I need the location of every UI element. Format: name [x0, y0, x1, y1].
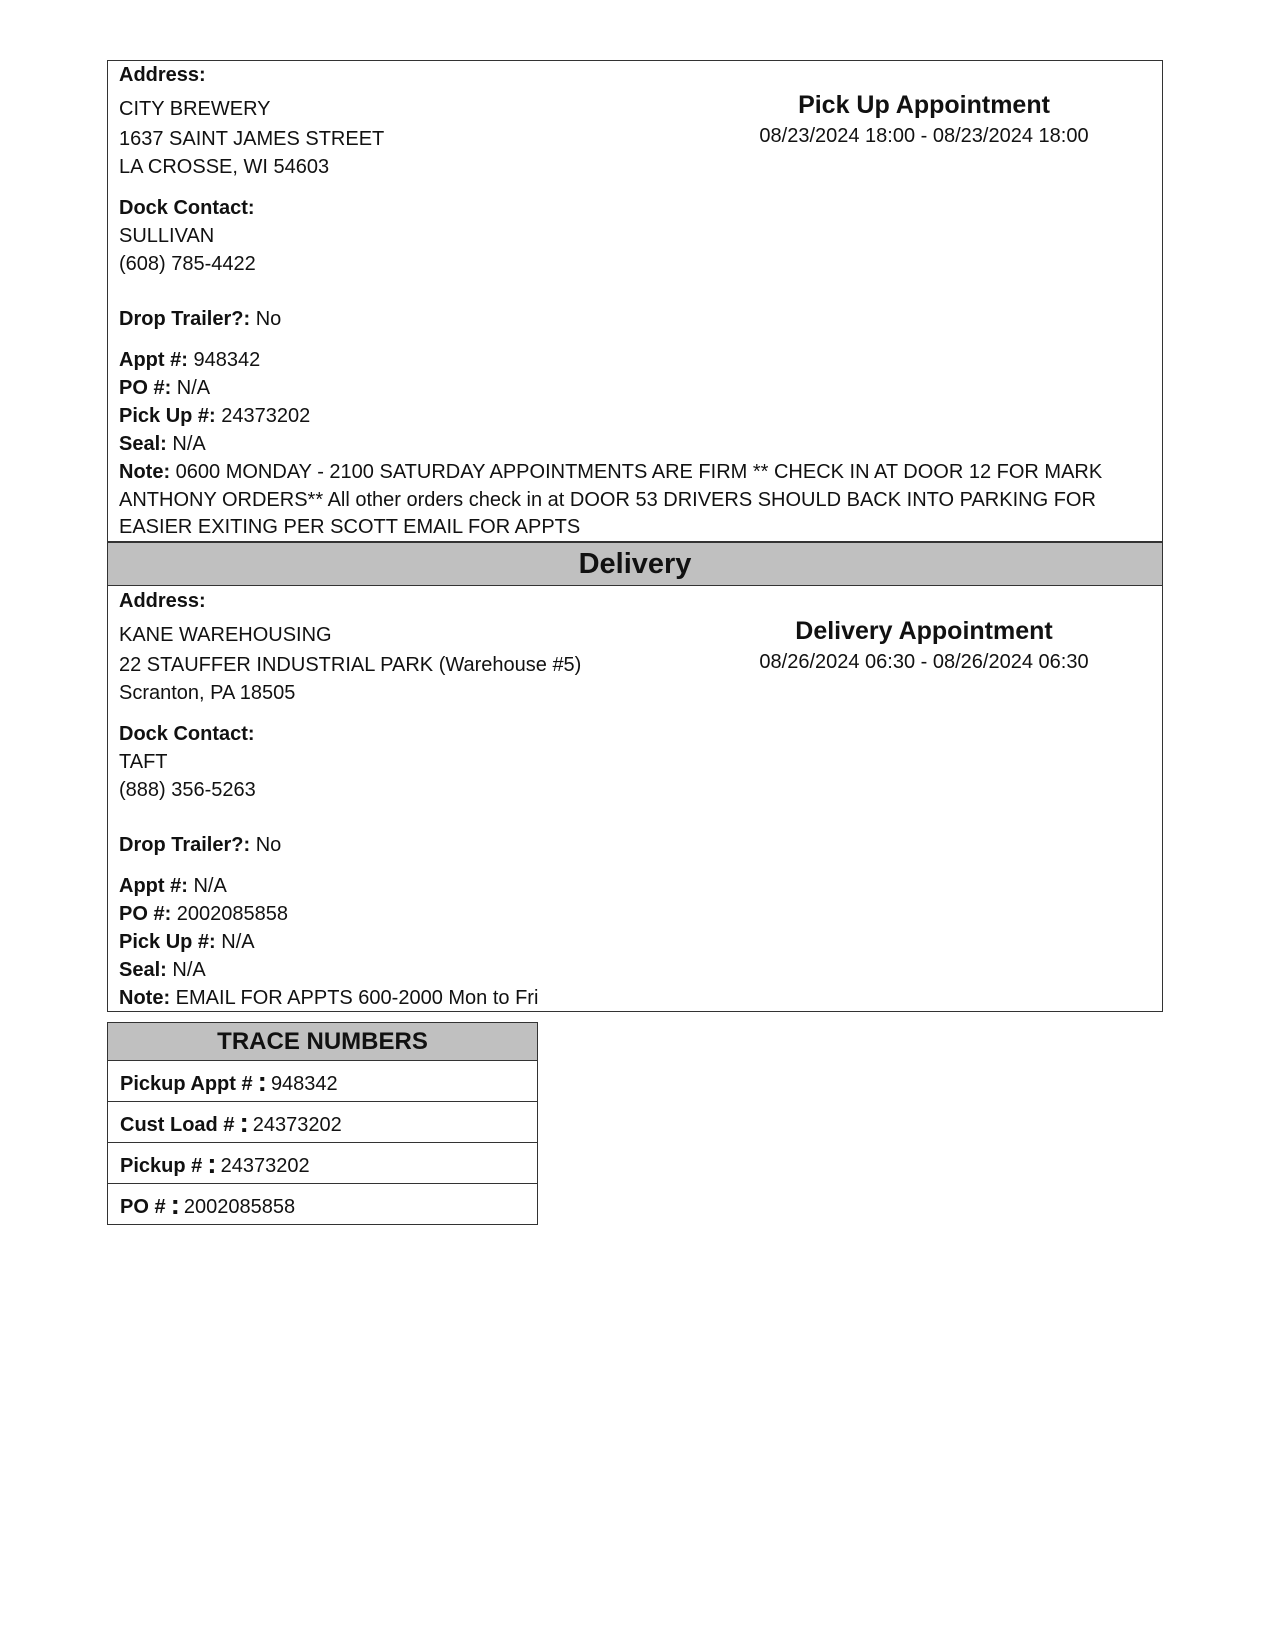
pickup-note-label: Note:	[119, 461, 171, 483]
pickup-drop-trailer-label: Drop Trailer?:	[119, 308, 251, 330]
pickup-note-value: 0600 MONDAY - 2100 SATURDAY APPOINTMENTS ARE FIRM ** CHECK IN AT DOOR 12 FOR MARK ANTHONY ORDERS** All other orders check in at DOOR 53 DRIVERS SHOULD BACK INTO PARKING FOR EASIER EXITING PER SCOTT EMAIL FOR APPTS	[119, 461, 1103, 538]
delivery-drop-trailer	[119, 831, 281, 859]
delivery-address-name: KANE WAREHOUSING	[119, 624, 332, 646]
delivery-seal-value: N/A	[166, 959, 206, 981]
delivery-po-number	[119, 900, 288, 928]
trace-row-label: Pickup #	[120, 1155, 203, 1177]
pickup-dock-contact-label: Dock Contact:	[119, 197, 255, 219]
pickup-seal	[119, 430, 206, 458]
pickup-address-label: Address:	[119, 64, 206, 86]
delivery-po-value: 2002085858	[171, 903, 289, 925]
delivery-dock-contact-name: TAFT	[119, 751, 168, 773]
pickup-po-number	[119, 374, 210, 402]
delivery-po-label: PO #:	[119, 903, 172, 925]
pickup-dock-contact-phone: (608) 785-4422	[119, 253, 256, 275]
pickup-pickup-no-label: Pick Up #:	[119, 405, 216, 427]
delivery-pickup-no-label: Pick Up #:	[119, 931, 216, 953]
trace-row-label: Pickup Appt #	[120, 1073, 253, 1095]
trace-row-label: Cust Load #	[120, 1114, 235, 1136]
delivery-note	[119, 984, 538, 1012]
colon-separator: :	[257, 1066, 267, 1097]
trace-numbers-table	[107, 1022, 538, 1225]
pickup-po-value: N/A	[171, 377, 211, 399]
delivery-seal	[119, 956, 206, 984]
pickup-seal-label: Seal:	[119, 433, 167, 455]
trace-numbers-title: TRACE NUMBERS	[108, 1023, 537, 1061]
pickup-appointment-title: Pick Up Appointment	[798, 91, 1050, 119]
colon-separator: :	[239, 1107, 249, 1138]
colon-separator: :	[207, 1148, 217, 1179]
pickup-drop-trailer	[119, 305, 281, 333]
delivery-drop-trailer-value: No	[250, 834, 282, 856]
pickup-address-line1: 1637 SAINT JAMES STREET	[119, 128, 385, 150]
delivery-appt-number	[119, 872, 227, 900]
delivery-pickup-no-value: N/A	[215, 931, 255, 953]
delivery-dock-contact-label: Dock Contact:	[119, 723, 255, 745]
pickup-pickup-number	[119, 402, 310, 430]
trace-row	[108, 1184, 537, 1224]
delivery-appt-label: Appt #:	[119, 875, 188, 897]
delivery-note-value: EMAIL FOR APPTS 600-2000 Mon to Fri	[170, 987, 539, 1009]
delivery-note-label: Note:	[119, 987, 171, 1009]
trace-row-value: 948342	[270, 1073, 338, 1095]
trace-row-value: 2002085858	[183, 1196, 296, 1218]
colon-separator: :	[170, 1189, 180, 1220]
pickup-address-line2: LA CROSSE, WI 54603	[119, 156, 330, 178]
delivery-address-line1: 22 STAUFFER INDUSTRIAL PARK (Warehouse #5)	[119, 654, 582, 676]
pickup-appt-value: 948342	[187, 349, 261, 371]
delivery-pickup-number	[119, 928, 255, 956]
pickup-appt-number	[119, 346, 260, 374]
delivery-appt-value: N/A	[187, 875, 227, 897]
pickup-appointment-range: 08/23/2024 18:00 - 08/23/2024 18:00	[759, 125, 1089, 147]
pickup-note	[119, 459, 1159, 542]
delivery-appointment-title: Delivery Appointment	[795, 617, 1053, 645]
pickup-address-name: CITY BREWERY	[119, 98, 271, 120]
pickup-appt-label: Appt #:	[119, 349, 188, 371]
delivery-band-title: Delivery	[107, 542, 1163, 586]
delivery-address-label: Address:	[119, 590, 206, 612]
trace-row-value: 24373202	[220, 1155, 310, 1177]
pickup-po-label: PO #:	[119, 377, 172, 399]
pickup-pickup-no-value: 24373202	[215, 405, 311, 427]
delivery-appointment-range: 08/26/2024 06:30 - 08/26/2024 06:30	[759, 651, 1089, 673]
trace-row	[108, 1143, 537, 1184]
delivery-dock-contact-phone: (888) 356-5263	[119, 779, 256, 801]
trace-row-label: PO #	[120, 1196, 166, 1218]
trace-row	[108, 1102, 537, 1143]
pickup-dock-contact-name: SULLIVAN	[119, 225, 215, 247]
delivery-seal-label: Seal:	[119, 959, 167, 981]
delivery-address-line2: Scranton, PA 18505	[119, 682, 296, 704]
trace-row	[108, 1061, 537, 1102]
delivery-section	[107, 586, 1163, 1012]
pickup-seal-value: N/A	[166, 433, 206, 455]
pickup-drop-trailer-value: No	[250, 308, 282, 330]
delivery-drop-trailer-label: Drop Trailer?:	[119, 834, 251, 856]
trace-row-value: 24373202	[252, 1114, 342, 1136]
